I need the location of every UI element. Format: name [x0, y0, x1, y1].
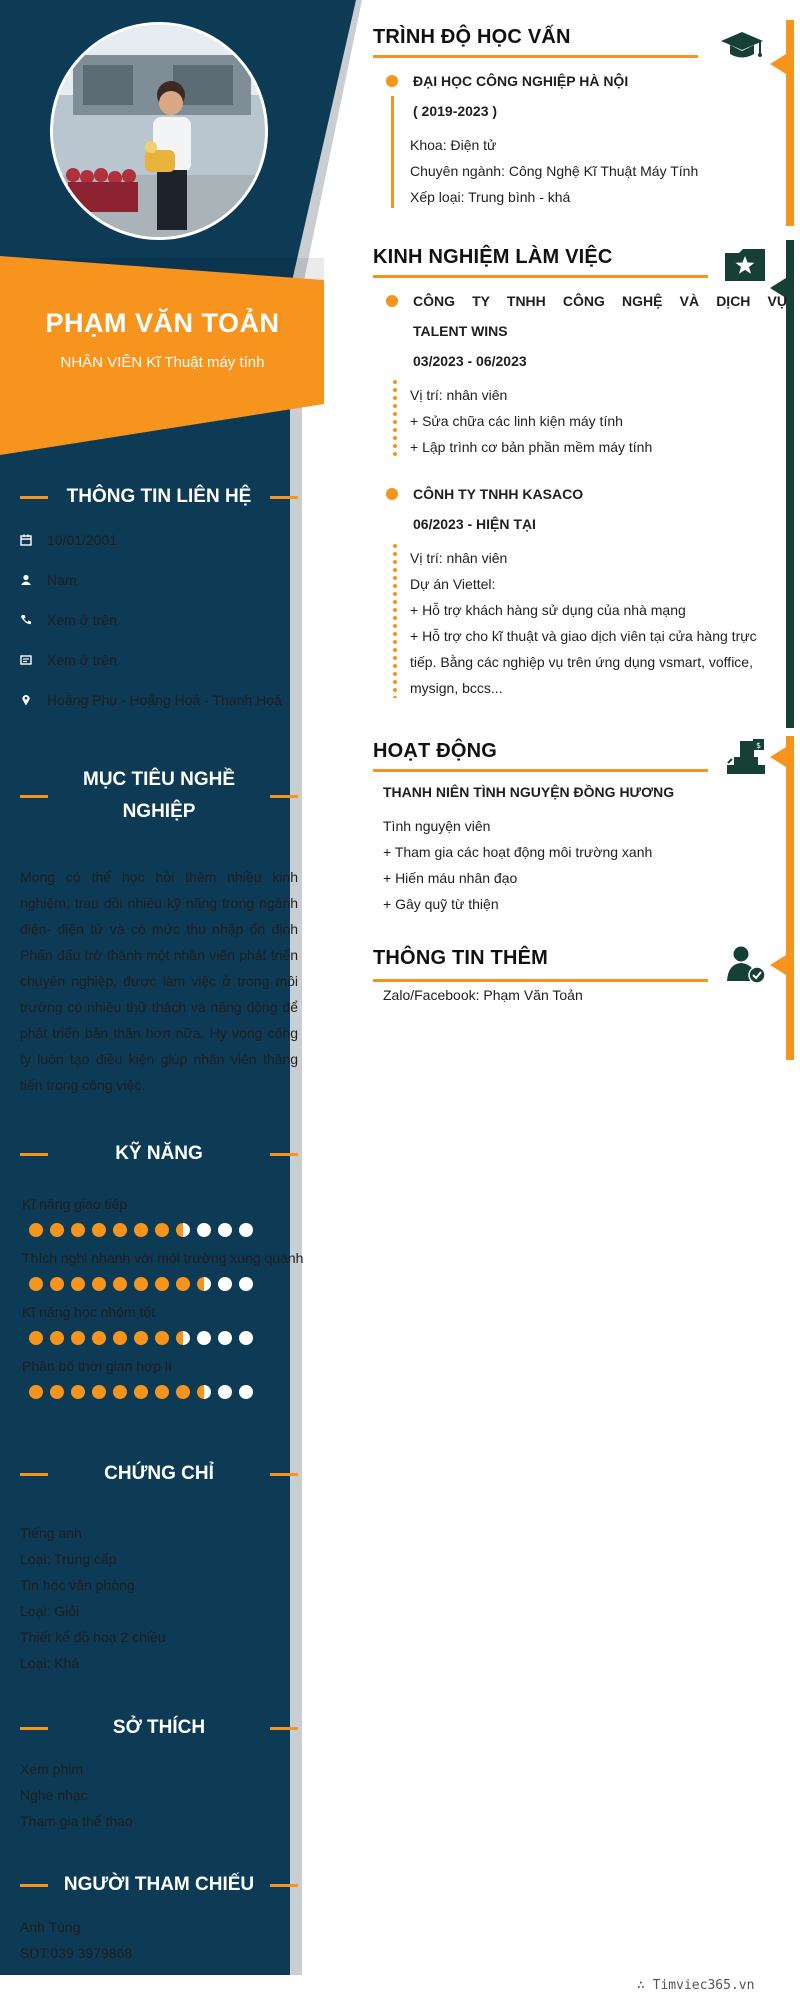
- certificate-item: Tin học văn phòng: [20, 1577, 135, 1593]
- education-heading: TRÌNH ĐỘ HỌC VẤN: [373, 26, 571, 48]
- skill-rating-dot: [50, 1223, 64, 1237]
- heading-dash: [270, 1473, 298, 1476]
- skill-rating-dot: [155, 1385, 169, 1399]
- skill-rating-dot: [71, 1331, 85, 1345]
- svg-text:$: $: [755, 741, 762, 750]
- references-list: [20, 1914, 300, 1966]
- heading-dash: [270, 1153, 298, 1156]
- skills-heading: [20, 1138, 298, 1170]
- heading-dash: [270, 496, 298, 499]
- contact-value: Hoằng Phụ - Hoằng Hoá - Thanh Hoá: [47, 692, 282, 708]
- certificate-item: Tiếng anh: [20, 1525, 82, 1541]
- timeline-bullet: [386, 488, 398, 500]
- certificates-heading-text: CHỨNG CHỈ: [104, 1463, 214, 1484]
- job-title: NHÂN VIÊN Kĩ Thuật máy tính: [60, 354, 265, 371]
- skill-rating-dot: [92, 1277, 106, 1291]
- heading-dash: [270, 1727, 298, 1730]
- skill-rating-dot: [197, 1331, 211, 1345]
- additional-side-pointer: [770, 955, 786, 975]
- skill-rating-dot: [113, 1331, 127, 1345]
- skill-rating-dot: [71, 1385, 85, 1399]
- job-2-detail: + Hỗ trợ khách hàng sử dụng của nhà mạng: [410, 602, 686, 618]
- skill-rating-dot: [29, 1385, 43, 1399]
- skill-rating-dot: [155, 1331, 169, 1345]
- reference-item: Anh Tùng: [20, 1919, 81, 1935]
- skill-rating-dot: [239, 1331, 253, 1345]
- skill-label: Phân bổ thời gian hợp lí: [22, 1358, 172, 1374]
- certificates-list: [20, 1520, 300, 1676]
- skill-rating-dot: [218, 1277, 232, 1291]
- skill-label: Kĩ năng học nhóm tốt: [22, 1304, 156, 1320]
- phone-icon: [20, 614, 47, 626]
- objective-heading: [20, 764, 298, 828]
- skill-rating-dot: [29, 1331, 43, 1345]
- skill-item: [22, 1301, 307, 1345]
- skill-rating-dot: [71, 1223, 85, 1237]
- skill-rating-dot: [155, 1223, 169, 1237]
- skill-rating-dot: [134, 1223, 148, 1237]
- skill-rating-dot: [176, 1385, 190, 1399]
- skill-rating-dot: [113, 1385, 127, 1399]
- contact-value: Xem ở trên: [47, 652, 117, 668]
- skill-rating-dot: [239, 1385, 253, 1399]
- additional-heading: THÔNG TIN THÊM: [373, 947, 549, 969]
- skill-rating-dot: [92, 1331, 106, 1345]
- skill-label: Kĩ năng giao tiếp: [22, 1196, 128, 1212]
- email-icon: [20, 654, 47, 666]
- contact-value: 10/01/2001: [47, 532, 118, 548]
- education-detail: Khoa: Điện tử: [410, 137, 497, 153]
- hobbies-heading-text: SỞ THÍCH: [112, 1717, 206, 1738]
- additional-heading-underline: [373, 979, 708, 982]
- references-heading-text: NGƯỜI THAM CHIẾU: [63, 1874, 255, 1895]
- job-1-period: 03/2023 - 06/2023: [413, 353, 527, 369]
- job-2-detail: mysign, bccs...: [410, 680, 503, 696]
- education-side-pointer: [770, 54, 786, 74]
- skill-rating-dot: [134, 1277, 148, 1291]
- activities-heading: HOẠT ĐỘNG: [373, 740, 498, 762]
- heading-dash: [270, 1884, 298, 1887]
- skill-rating-dot: [239, 1277, 253, 1291]
- job-1-company: CÔNG TY TNHH CÔNG NGHỆ VÀ DỊCH VỤ: [413, 293, 787, 309]
- education-detail: Xếp loại: Trung bình - khá: [410, 189, 571, 205]
- skill-item: [22, 1355, 307, 1399]
- skill-rating-dot: [176, 1223, 190, 1237]
- additional-text: Zalo/Facebook: Phạm Văn Toản: [383, 987, 583, 1003]
- skills-heading-text: KỸ NĂNG: [115, 1143, 203, 1164]
- hobby-item: Tham gia thể thao: [20, 1813, 133, 1829]
- profile-photo: [50, 22, 268, 240]
- education-side-bar: [786, 20, 794, 226]
- certificate-item: Loại: Trung cấp: [20, 1551, 117, 1567]
- contact-address: [20, 680, 300, 720]
- heading-dash: [20, 1727, 48, 1730]
- hobbies-heading: [20, 1712, 298, 1744]
- heading-dash: [270, 795, 298, 798]
- experience-heading: KINH NGHIỆM LÀM VIỆC: [373, 246, 613, 268]
- skill-rating-dot: [50, 1277, 64, 1291]
- skill-item: [22, 1247, 307, 1291]
- heading-dash: [20, 1473, 48, 1476]
- contact-gender: [20, 560, 300, 600]
- skill-rating-dot: [197, 1277, 211, 1291]
- heading-dash: [20, 795, 48, 798]
- skill-rating-dot: [134, 1331, 148, 1345]
- job-2-detail: + Hỗ trợ cho kĩ thuật và giao dịch viên tại cửa hàng trực: [410, 628, 757, 644]
- hobby-item: Xem phim: [20, 1761, 84, 1777]
- heading-dash: [20, 496, 48, 499]
- skill-rating-dot: [92, 1385, 106, 1399]
- job-1-detail: + Lập trình cơ bản phần mềm máy tính: [410, 439, 653, 455]
- location-icon: [20, 694, 47, 706]
- objective-heading-text: MỤC TIÊU NGHỀ NGHIỆP: [83, 769, 235, 822]
- education-heading-underline: [373, 55, 698, 58]
- skill-rating-dot: [29, 1223, 43, 1237]
- activities-heading-underline: [373, 769, 708, 772]
- skill-rating-dot: [218, 1385, 232, 1399]
- skill-rating-dot: [113, 1277, 127, 1291]
- certificate-item: Thiết kế đồ hoạ 2 chiều: [20, 1629, 166, 1645]
- education-detail: Chuyên ngành: Công Nghệ Kĩ Thuật Máy Tính: [410, 163, 699, 179]
- hobby-item: Nghe nhạc: [20, 1787, 88, 1803]
- certificate-item: Loại: Giỏi: [20, 1603, 80, 1619]
- skill-rating-dot: [176, 1331, 190, 1345]
- skill-rating-dot: [176, 1277, 190, 1291]
- contact-heading-text: THÔNG TIN LIÊN HỆ: [66, 486, 252, 507]
- skill-rating-dot: [113, 1223, 127, 1237]
- objective-text: Mong có thể học hỏi thêm nhiều kinh nghiệm, trau dồi nhiều kỹ năng trong ngành điện- điện tử và có mức thu nhập ổn định Phấn đấu trở thành một nhân viên phát triển chuyên nghiệp, được làm việc ở trong môi trường có nhiều thử thách và năng động để phát triển bản thân hơn nữa. Hy vọng công ty luôn tạo điều kiện giúp nhân viên thăng tiến trong công việc.: [20, 869, 298, 1093]
- timeline-bullet: [386, 75, 398, 87]
- skill-rating-dot: [197, 1223, 211, 1237]
- references-heading: [20, 1869, 298, 1901]
- skill-rating-dot: [50, 1385, 64, 1399]
- contact-phone: [20, 600, 300, 640]
- skill-rating-dot: [134, 1385, 148, 1399]
- heading-dash: [20, 1884, 48, 1887]
- hobbies-list: [20, 1756, 300, 1834]
- activity-detail: + Hiến máu nhân đạo: [383, 870, 518, 886]
- skill-rating-dot: [29, 1277, 43, 1291]
- skill-rating-dot: [218, 1331, 232, 1345]
- watermark-dots-icon: ∴: [637, 1978, 653, 1993]
- contact-value: Nam: [47, 572, 77, 588]
- folder-star-icon: [724, 248, 766, 287]
- activities-side-bar: [786, 736, 794, 1060]
- experience-side-bar: [786, 240, 794, 728]
- activity-detail: + Tham gia các hoạt động môi trường xanh: [383, 844, 653, 860]
- contact-list: [20, 520, 300, 720]
- candidate-name: PHẠM VĂN TOẢN: [45, 308, 280, 338]
- skill-rating-dot: [71, 1277, 85, 1291]
- skill-label: Thích nghi nhanh với môi trường xung quanh: [22, 1250, 304, 1266]
- job-1-company-cont: TALENT WINS: [413, 323, 508, 339]
- activities-side-pointer: [770, 747, 786, 767]
- certificates-heading: [20, 1458, 298, 1490]
- job-2-detail: Dự án Viettel:: [410, 576, 496, 592]
- certificate-item: Loại: Khá: [20, 1655, 80, 1671]
- job-2-company: CÔNH TY TNHH KASACO: [413, 486, 584, 502]
- user-check-icon: [726, 945, 766, 990]
- job-2-detail: Vị trí: nhân viên: [410, 550, 508, 566]
- watermark-text: Timviec365.vn: [652, 1978, 755, 1993]
- activity-organization: THANH NIÊN TÌNH NGUYỆN ĐỒNG HƯƠNG: [383, 784, 675, 800]
- contact-email: [20, 640, 300, 680]
- reference-item: SDT:039 3979868: [20, 1945, 133, 1961]
- job-2-detail: tiếp. Bằng các nghiệp vụ trên ứng dụng vsmart, voffice,: [410, 654, 753, 670]
- skill-rating-dots: [22, 1331, 307, 1345]
- skill-rating-dot: [155, 1277, 169, 1291]
- podium-award-icon: [726, 737, 766, 780]
- experience-heading-underline: [373, 275, 708, 278]
- job-2-timeline-dots: [393, 542, 397, 698]
- user-icon: [20, 574, 47, 586]
- job-2-period: 06/2023 - HIỆN TẠI: [413, 516, 536, 532]
- skill-rating-dots: [22, 1223, 307, 1237]
- skill-item: [22, 1193, 307, 1237]
- contact-heading: [20, 481, 298, 513]
- activity-detail: Tình nguyện viên: [383, 818, 491, 834]
- timeline-bullet: [386, 295, 398, 307]
- watermark: [637, 1978, 754, 1993]
- contact-birthday: [20, 520, 300, 560]
- skill-rating-dot: [239, 1223, 253, 1237]
- calendar-icon: [20, 534, 47, 546]
- job-1-detail: + Sửa chữa các linh kiện máy tính: [410, 413, 623, 429]
- school-name: ĐẠI HỌC CÔNG NGHIỆP HÀ NỘI: [413, 73, 629, 89]
- job-1-detail: Vị trí: nhân viên: [410, 387, 508, 403]
- contact-value: Xem ở trên: [47, 612, 117, 628]
- job-1-timeline-dots: [393, 378, 397, 460]
- skill-rating-dots: [22, 1385, 307, 1399]
- skill-rating-dots: [22, 1277, 307, 1291]
- activity-detail: + Gây quỹ từ thiện: [383, 896, 499, 912]
- skill-rating-dot: [218, 1223, 232, 1237]
- skill-rating-dot: [50, 1331, 64, 1345]
- education-timeline-line: [391, 96, 394, 208]
- graduation-cap-icon: [720, 30, 764, 67]
- skill-rating-dot: [197, 1385, 211, 1399]
- heading-dash: [20, 1153, 48, 1156]
- skill-rating-dot: [92, 1223, 106, 1237]
- education-period: ( 2019-2023 ): [413, 103, 498, 119]
